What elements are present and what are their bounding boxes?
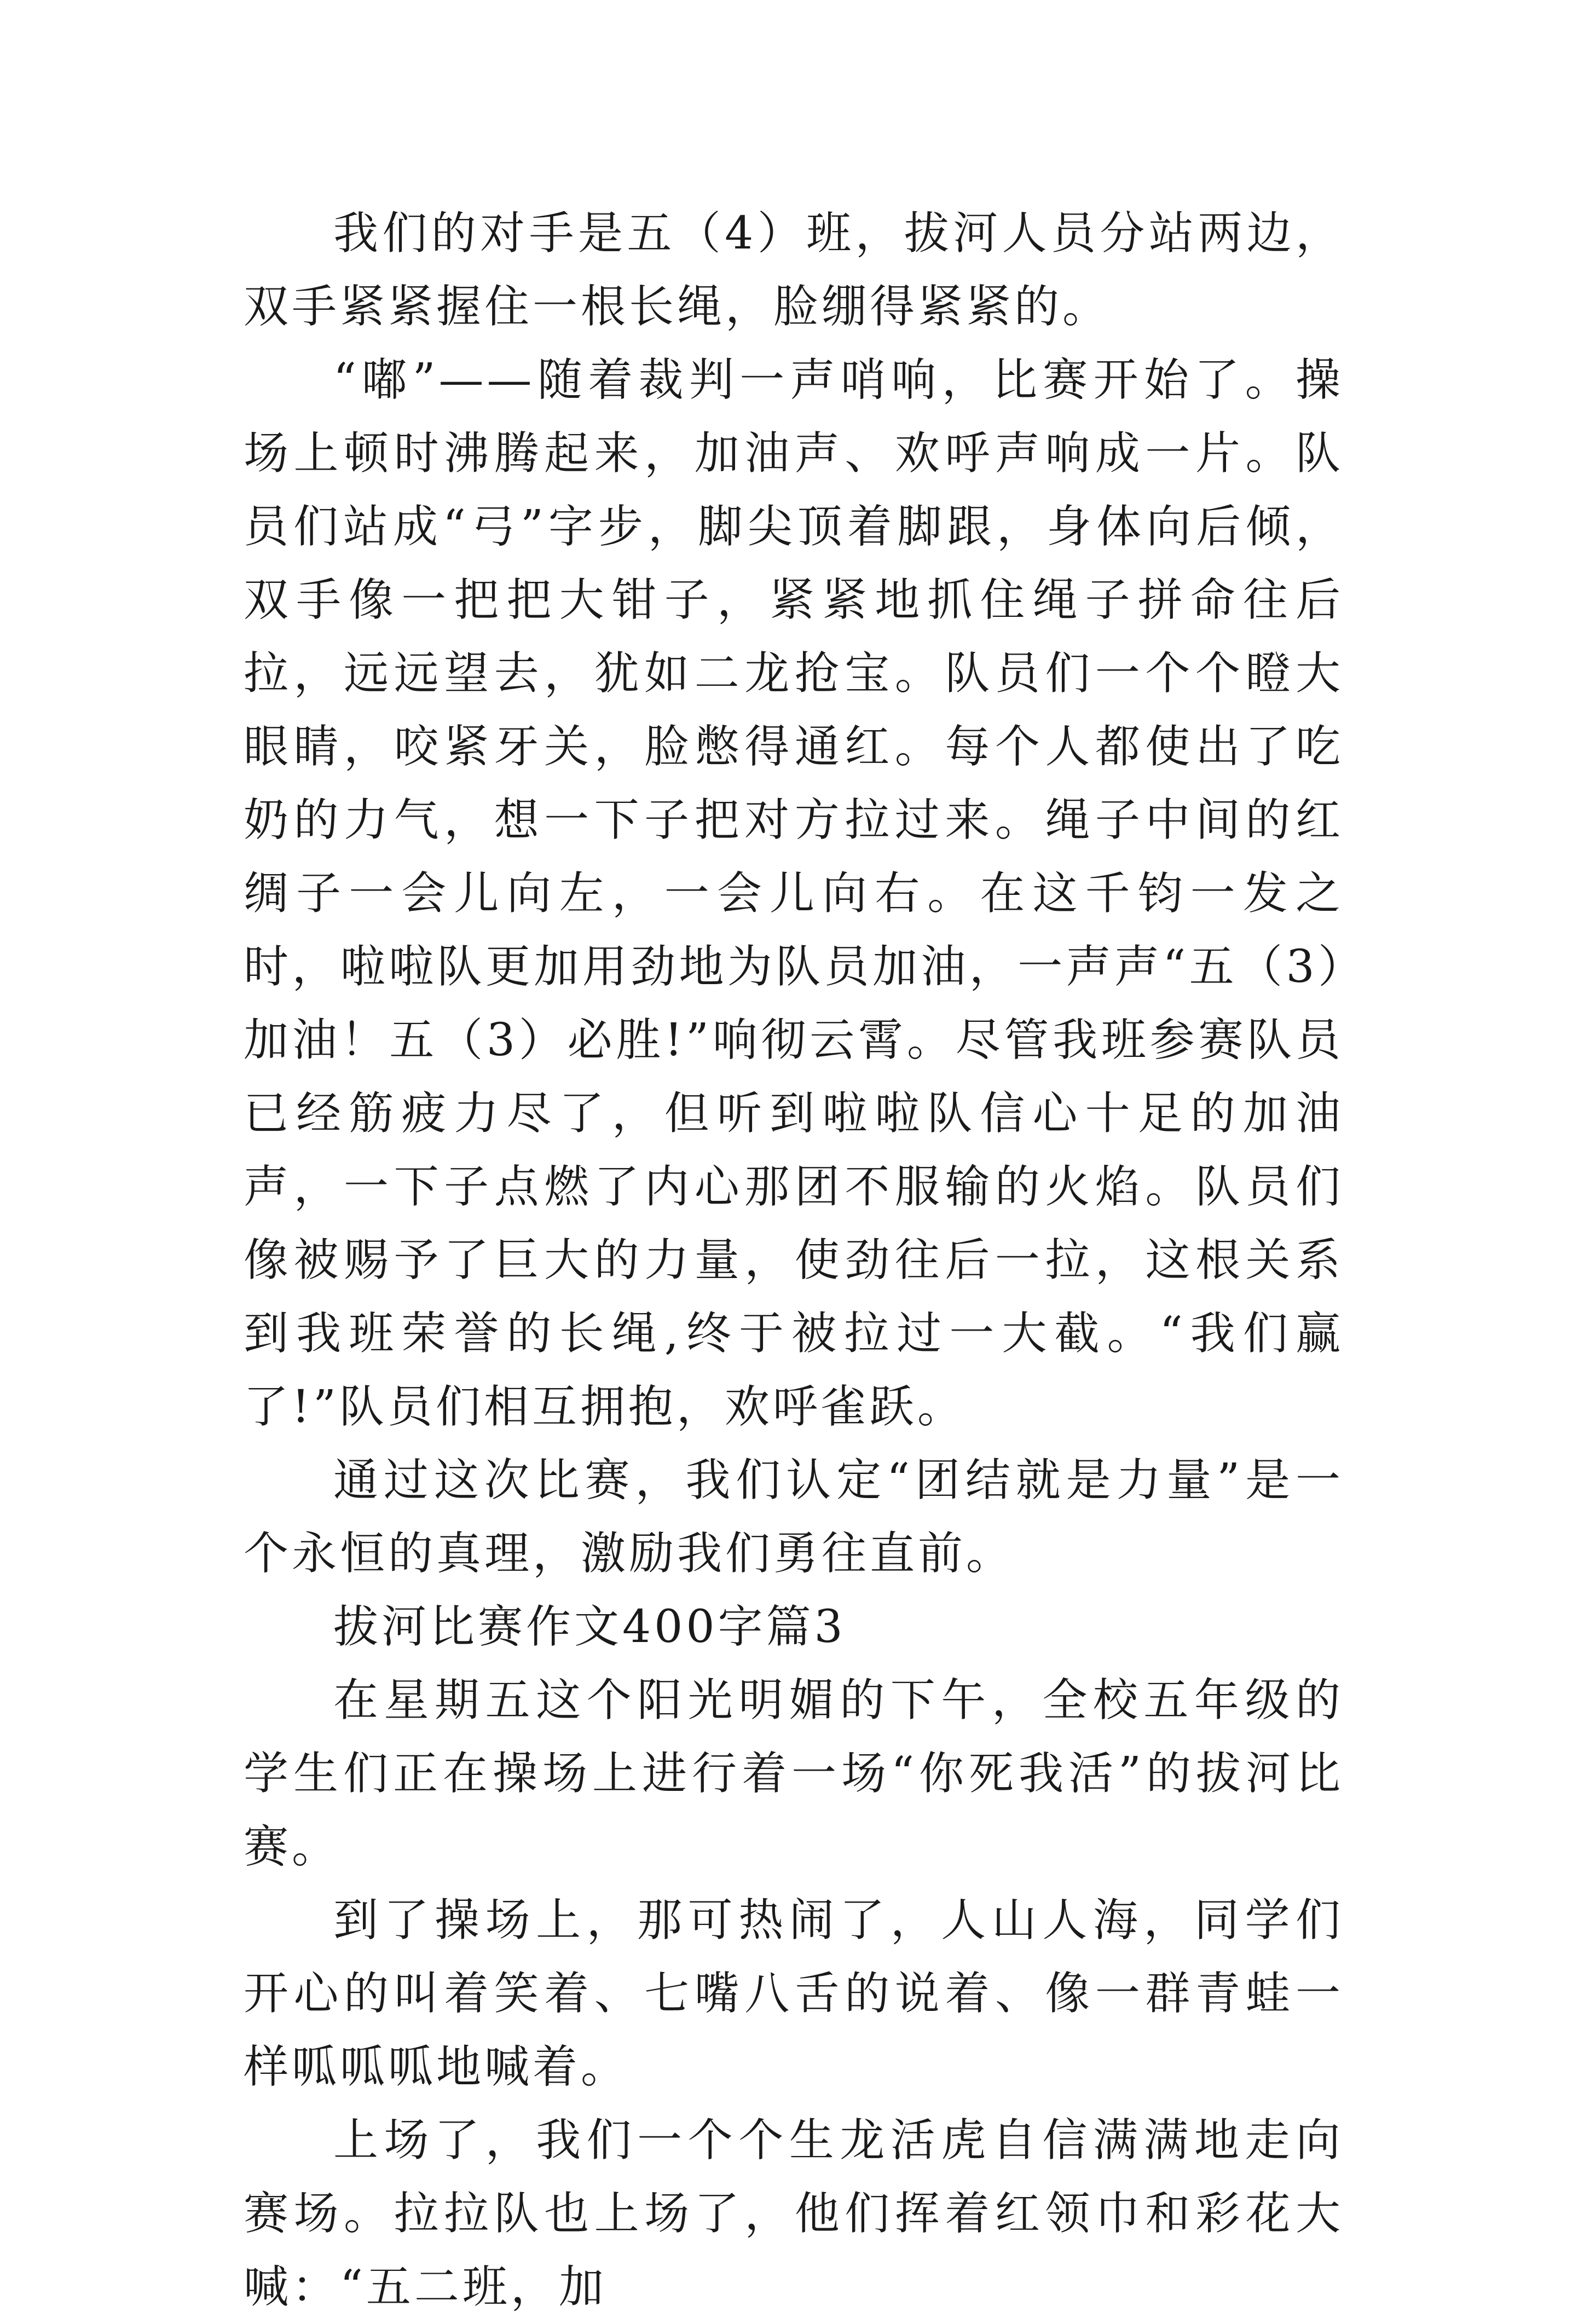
paragraph-opponent: 我们的对手是五（4）班，拔河人员分站两边，双手紧紧握住一根长绳，脸绷得紧紧的。 — [244, 207, 1344, 333]
body-text — [244, 197, 1344, 2324]
paragraph-conclusion: 通过这次比赛，我们认定“团结就是力量”是一个永恒的真理，激励我们勇往直前。 — [244, 1454, 1344, 1580]
paragraph-intro: 在星期五这个阳光明媚的下午，全校五年级的学生们正在操场上进行着一场“你死我活”的拔河比赛。 — [244, 1674, 1344, 1873]
section-heading: 拔河比赛作文400字篇3 — [333, 1601, 846, 1653]
paragraph-entrance: 上场了，我们一个个生龙活虎自信满满地走向赛场。拉拉队也上场了，他们挥着红领巾和彩花大喊：“五二班，加 — [244, 2114, 1344, 2313]
paragraph-match: “嘟”——随着裁判一声哨响，比赛开始了。操场上顿时沸腾起来，加油声、欢呼声响成一片。队员们站成“弓”字步，脚尖顶着脚跟，身体向后倾，双手像一把把大钳子，紧紧地抓住绳子拼命往后拉，远远望去，犹如二龙抢宝。队员们一个个瞪大眼睛，咬紧牙关，脸憋得通红。每个人都使出了吃奶的力气，想一下子把对方拉过来。绳子中间的红绸子一会儿向左，一会儿向右。在这千钧一发之时，啦啦队更加用劲地为队员加油，一声声“五（3）加油！五（3）必胜!”响彻云霄。尽管我班参赛队员已经筋疲力尽了，但听到啦啦队信心十足的加油声，一下子点燃了内心那团不服输的火焰。队员们像被赐予了巨大的力量，使劲往后一拉，这根关系到我班荣誉的长绳,终于被拉过一大截。“我们赢了!”队员们相互拥抱，欢呼雀跃。 — [244, 354, 1344, 1433]
paragraph-scene: 到了操场上，那可热闹了，人山人海，同学们开心的叫着笑着、七嘴八舌的说着、像一群青蛙一样呱呱呱地喊着。 — [244, 1894, 1344, 2093]
